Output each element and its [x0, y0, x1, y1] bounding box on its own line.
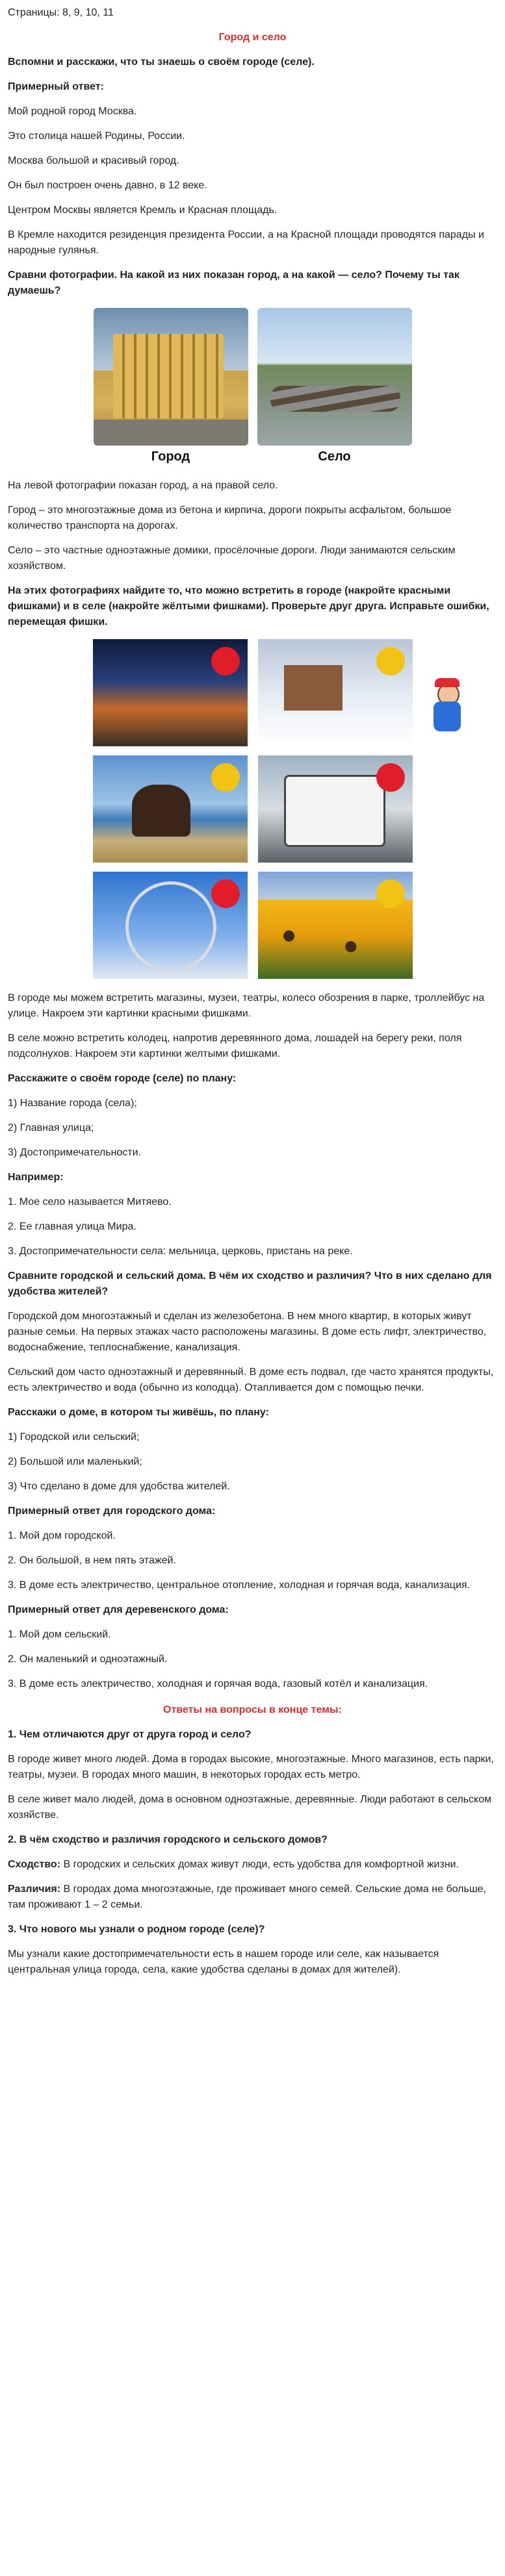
yellow-chip [376, 647, 405, 676]
plan-1-item: 1) Название города (села); [8, 1098, 137, 1109]
village-answer-line: 2. Он маленький и одноэтажный. [8, 1654, 168, 1665]
plan-2-item: 2) Большой или маленький; [8, 1456, 142, 1467]
difference-paragraph [8, 1882, 497, 1913]
yellow-chip [211, 763, 240, 792]
example-label: Например: [8, 1172, 64, 1183]
question-4: Расскажите о своём городе (селе) по плану: [8, 1073, 237, 1084]
final-answer-1-line: В городе живет много людей. Дома в городах высокие, многоэтажные. Много магазинов, есть парки, театры, музеи. В городах много машин, в некоторых городах есть метро. [8, 1754, 494, 1780]
similarity-text: В городских и сельских домах живут люди, есть удобства для комфортной жизни. [60, 1859, 460, 1870]
final-question-2: 2. В чём сходство и различия городского и сельского домов? [8, 1834, 328, 1845]
question-2: Сравни фотографии. На какой из них показан город, а на какой — село? Почему ты так думаешь? [8, 270, 460, 296]
answer-2-line: Село – это частные одноэтажные домики, просёлочные дороги. Люди занимаются сельским хозяйством. [8, 545, 456, 572]
red-chip [211, 647, 240, 676]
similarity-paragraph [8, 1857, 497, 1873]
plan-2-item: 1) Городской или сельский; [8, 1432, 140, 1443]
village-answer-line: 1. Мой дом сельский. [8, 1629, 111, 1640]
city-answer-line: 1. Мой дом городской. [8, 1530, 116, 1541]
page-title: Город и село [218, 32, 287, 43]
red-chip [211, 879, 240, 908]
cartoon-body [434, 701, 461, 731]
plan-2-item: 3) Что сделано в доме для удобства жителей. [8, 1481, 230, 1492]
plan-1-item: 2) Главная улица; [8, 1122, 94, 1133]
photo-village-winter [258, 639, 413, 746]
cartoon-character-illustration [432, 683, 463, 742]
answer-5-line: Сельский дом часто одноэтажный и деревянный. В доме есть подвал, где часто хранятся продукты, есть электричество и вода (обычно из колодца). Отапливается дом с помощью печки. [8, 1367, 494, 1393]
answer-3-line: В селе можно встретить колодец, напротив деревянного дома, лошадей на берегу реки, поля подсолнухов. Накроем эти картинки желтыми фишками. [8, 1033, 462, 1059]
photo-sunflowers [258, 872, 413, 979]
pages-line: Страницы: 8, 9, 10, 11 [8, 7, 114, 18]
final-question-1: 1. Чем отличаются друг от друга город и село? [8, 1729, 252, 1740]
city-photo-block [94, 308, 248, 466]
photo-city-night [93, 639, 248, 746]
village-photo-block [257, 308, 412, 466]
answer-1-line: Москва большой и красивый город. [8, 155, 179, 166]
final-question-3: 3. Что нового мы узнали о родном городе (селе)? [8, 1924, 265, 1935]
final-answer-1-line: В селе живет мало людей, дома в основном одноэтажные, деревянные. Люди работают в сельском хозяйстве. [8, 1794, 492, 1821]
answer-1-line: Он был построен очень давно, в 12 веке. [8, 180, 207, 191]
question-5: Сравните городской и сельский дома. В чём их сходство и различия? Что в них сделано для удобства жителей? [8, 1270, 492, 1297]
answer-5-line: Городской дом многоэтажный и сделан из железобетона. В нем много квартир, в которых живут разные семьи. На первых этажах часто расположены магазины. В доме есть лифт, электричество, водоснабжение, теплоснабжение, канализация. [8, 1311, 487, 1353]
photo-trolleybus [258, 755, 413, 863]
answer-2-line: Город – это многоэтажные дома из бетона и кирпича, дороги покрыты асфальтом, большое количество транспорта на дорогах. [8, 505, 452, 531]
photo-grid [8, 639, 497, 979]
question-3: На этих фотографиях найдите то, что можно встретить в городе (накройте красными фишками) и в селе (накройте жёлтыми фишками). Проверьте друг друга. Исправьте ошибки, перемещая фишки. [8, 585, 489, 627]
yellow-chip [376, 879, 405, 908]
city-answer-label: Примерный ответ для городского дома: [8, 1506, 216, 1517]
difference-text: В городах дома многоэтажные, где проживает много семей. Сельские дома не больше, там проживают 1 – 2 семьи. [8, 1884, 487, 1910]
question-6: Расскажи о доме, в котором ты живёшь, по плану: [8, 1407, 269, 1418]
difference-label: Различия: [8, 1884, 61, 1895]
answer-1-line: Центром Москвы является Кремль и Красная площадь. [8, 205, 278, 216]
final-answer-3: Мы узнали какие достопримечательности есть в нашем городе или селе, как называется центральная улица города, села, какие удобства сделаны в домах для жителей). [8, 1949, 439, 1975]
question-1: Вспомни и расскажи, что ты знаешь о своём городе (селе). [8, 57, 315, 68]
city-photo [94, 308, 248, 446]
sample-answer-label: Примерный ответ: [8, 81, 104, 92]
city-answer-line: 3. В доме есть электричество, центральное отопление, холодная и горячая вода, канализация. [8, 1580, 470, 1591]
red-chip [376, 763, 405, 792]
example-line: 2. Ее главная улица Мира. [8, 1221, 136, 1232]
cartoon-hat [435, 678, 460, 687]
similarity-label: Сходство: [8, 1859, 61, 1870]
village-caption: Село [318, 449, 351, 464]
answer-2-line: На левой фотографии показан город, а на правой село. [8, 480, 278, 491]
example-line: 1. Мое село называется Митяево. [8, 1196, 172, 1207]
answer-1-line: Мой родной город Москва. [8, 106, 137, 117]
answer-3-line: В городе мы можем встретить магазины, музеи, театры, колесо обозрения в парке, троллейбус на улице. Накроем эти картинки красными фишками. [8, 992, 485, 1019]
photo-horses [93, 755, 248, 863]
city-answer-line: 2. Он большой, в нем пять этажей. [8, 1555, 176, 1566]
city-caption: Город [151, 449, 190, 464]
village-photo [257, 308, 412, 446]
village-answer-label: Примерный ответ для деревенского дома: [8, 1604, 229, 1615]
answer-1-line: В Кремле находится резиденция президента России, а на Красной площади проводятся парады и народные гулянья. [8, 229, 484, 256]
plan-1-item: 3) Достопримечательности. [8, 1147, 142, 1158]
village-answer-line: 3. В доме есть электричество, холодная и горячая вода, газовый котёл и канализация. [8, 1678, 428, 1689]
photo-ferris-wheel [93, 872, 248, 979]
city-village-photos [8, 308, 497, 466]
answers-title: Ответы на вопросы в конце темы: [163, 1704, 342, 1715]
example-line: 3. Достопримечательности села: мельница, церковь, пристань на реке. [8, 1246, 353, 1257]
answer-1-line: Это столица нашей Родины, России. [8, 131, 185, 142]
